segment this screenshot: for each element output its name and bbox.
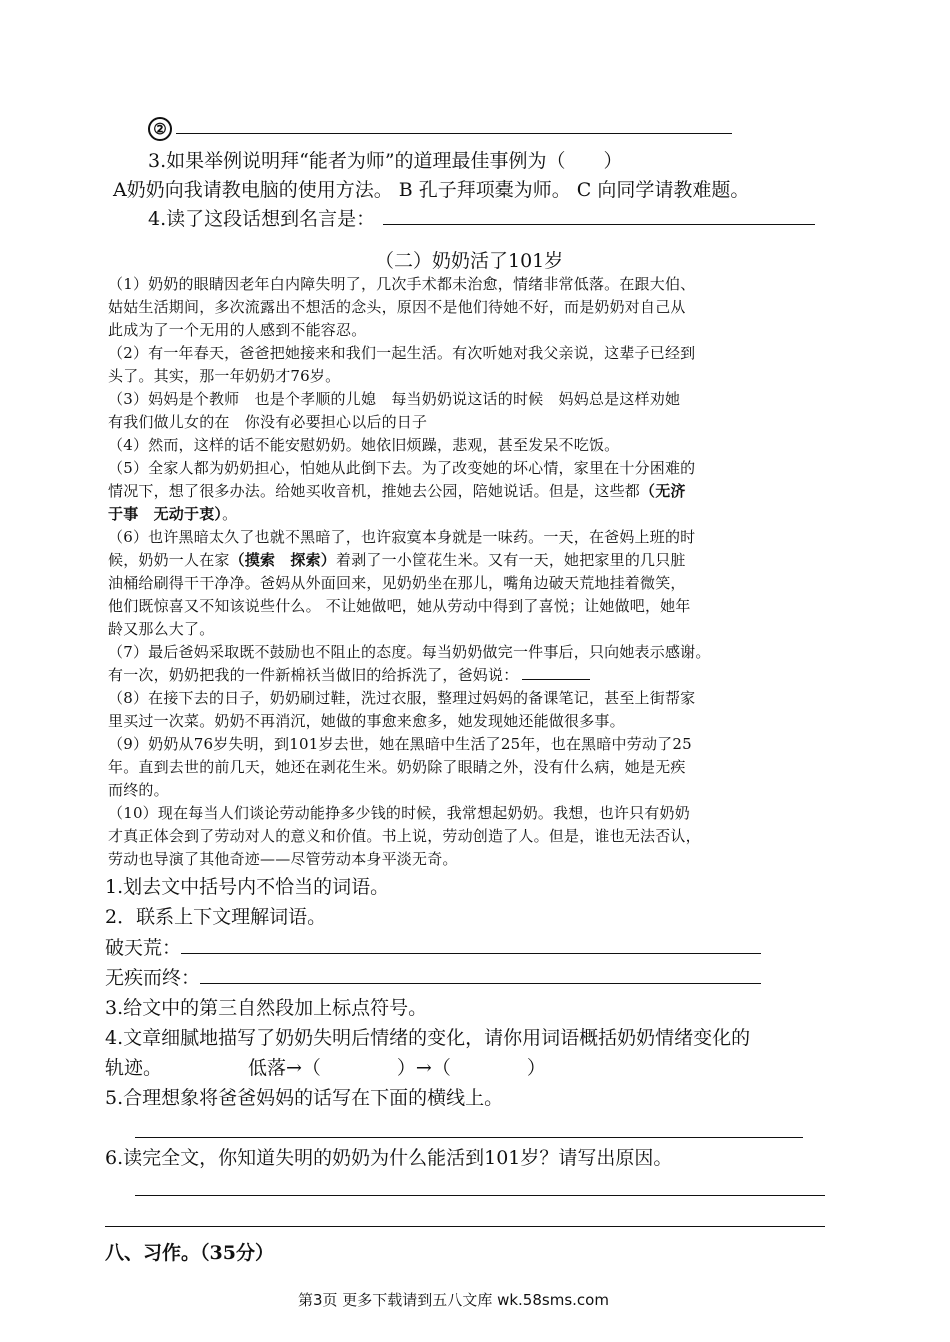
para-6-line-3: 油桶给刷得干干净净。爸妈从外面回来，见奶奶坐在那儿，嘴角边破天荒地挂着微笑，	[108, 574, 686, 592]
para-10-line-1: （10）现在每当人们谈论劳动能挣多少钱的时候，我常想起奶奶。我想，也许只有奶奶	[108, 804, 690, 822]
question-1: 1.划去文中括号内不恰当的词语。	[105, 876, 390, 898]
para-5-line-3	[108, 503, 237, 524]
para-4-line-1: （4）然而，这样的话不能安慰奶奶。她依旧烦躁，悲观，甚至发呆不吃饭。	[108, 436, 620, 454]
word-2-blank[interactable]	[200, 983, 761, 984]
question-3-options: A奶奶向我请教电脑的使用方法。 B 孔子拜项橐为师。 C 向同学请教难题。	[113, 179, 750, 201]
word-choice-2[interactable]: （摸索 探索）	[229, 551, 337, 569]
para-5-line-1: （5）全家人都为奶奶担心，怕她从此倒下去。为了改变她的坏心情，家里在十分困难的	[108, 459, 696, 477]
emotion-track[interactable]: 低落→（ ）→（ ）	[248, 1057, 546, 1079]
para-7-text: 有一次，奶奶把我的一件新棉袄当做旧的给拆洗了，爸妈说：	[108, 666, 519, 684]
para-2-line-1: （2）有一年春天，爸爸把她接来和我们一起生活。有次听她对我父亲说，这辈子已经到	[108, 344, 696, 362]
word-choice-1a[interactable]: （无济	[640, 482, 686, 500]
question-4-label: 4.读了这段话想到名言是：	[148, 208, 376, 230]
section-8-heading: 八、习作。（35分）	[105, 1242, 274, 1264]
para-7-line-1: （7）最后爸妈采取既不鼓励也不阻止的态度。每当奶奶做完一件事后，只向她表示感谢。	[108, 643, 711, 661]
para-6-line-4: 他们既惊喜又不知该说些什么。 不让她做吧，她从劳动中得到了喜悦；让她做吧，她年	[108, 597, 691, 615]
question-2-word-1	[105, 933, 761, 960]
para-6-text-a: 候，奶奶一人在家	[108, 551, 230, 569]
para-6-line-2	[108, 549, 686, 570]
question-4-top	[148, 204, 815, 231]
question-3: 3.给文中的第三自然段加上标点符号。	[105, 997, 428, 1019]
question-3-top: 3.如果举例说明拜“能者为师”的道理最佳事例为（ ）	[148, 150, 623, 172]
word-1-label: 破天荒：	[105, 937, 182, 959]
item-2-marker: ②	[148, 117, 172, 141]
para-9-line-1: （9）奶奶从76岁失明，到101岁去世，她在黑暗中生活了25年，也在黑暗中劳动了25	[108, 735, 692, 753]
word-2-label: 无疾而终：	[105, 967, 201, 989]
para-3-line-2: 有我们做儿女的在 你没有必要担心以后的日子	[108, 413, 428, 431]
para-9-line-2: 年。直到去世的前几天，她还在剥花生米。奶奶除了眼睛之外，没有什么病，她是无疾	[108, 758, 686, 776]
para-8-line-2: 里买过一次菜。奶奶不再消沉，她做的事愈来愈多，她发现她还能做很多事。	[108, 712, 625, 730]
word-choice-1b[interactable]: 于事 无动于衷）	[108, 505, 223, 523]
blank-line[interactable]	[176, 133, 732, 134]
question-6-blank-1[interactable]	[135, 1195, 825, 1196]
question-6: 6.读完全文，你知道失明的奶奶为什么能活到101岁？请写出原因。	[105, 1147, 673, 1169]
para-3-line-1: （3）妈妈是个教师 也是个孝顺的儿媳 每当奶奶说这话的时候 妈妈总是这样劝她	[108, 390, 681, 408]
answer-line-2	[148, 117, 732, 141]
para-6-text-b: 着剥了一小筐花生米。又有一天，她把家里的几只脏	[336, 551, 686, 569]
passage-title: （二）奶奶活了101岁	[375, 250, 564, 272]
question-5: 5.合理想象将爸爸妈妈的话写在下面的横线上。	[105, 1087, 504, 1109]
para-1-line-1: （1）奶奶的眼睛因老年白内障失明了，几次手术都未治愈，情绪非常低落。在跟大伯、	[108, 275, 696, 293]
para-10-line-2: 才真正体会到了劳动对人的意义和价值。书上说，劳动创造了人。但是，谁也无法否认，	[108, 827, 701, 845]
question-4-label: 轨迹。	[105, 1057, 163, 1079]
para-6-line-1: （6）也许黑暗太久了也就不黑暗了，也许寂寞本身就是一味药。一天，在爸妈上班的时	[108, 528, 696, 546]
para-2-line-2: 头了。其实，那一年奶奶才76岁。	[108, 367, 341, 385]
question-4-line-1: 4.文章细腻地描写了奶奶失明后情绪的变化，请你用词语概括奶奶情绪变化的	[105, 1027, 751, 1049]
para-1-line-2: 姑姑生活期间，多次流露出不想活的念头，原因不是他们待她不好，而是奶奶对自己从	[108, 298, 686, 316]
question-5-blank[interactable]	[135, 1137, 803, 1138]
para-8-line-1: （8）在接下去的日子，奶奶刷过鞋，洗过衣服，整理过妈妈的备课笔记，甚至上街帮家	[108, 689, 696, 707]
question-2-word-2	[105, 963, 761, 990]
para-1-line-3: 此成为了一个无用的人感到不能容忍。	[108, 321, 367, 339]
question-2: 2．联系上下文理解词语。	[105, 906, 327, 928]
para-5-end: 。	[222, 505, 238, 523]
para-5-text: 情况下，想了很多办法。给她买收音机，推她去公园，陪她说话。但是，这些都	[108, 482, 641, 500]
quote-blank[interactable]	[383, 224, 815, 225]
para-9-line-3: 而终的。	[108, 781, 169, 799]
para-5-line-2	[108, 480, 686, 501]
para-10-line-3: 劳动也导演了其他奇迹——尽管劳动本身平淡无奇。	[108, 850, 458, 868]
question-4-line-2	[105, 1053, 546, 1080]
question-6-blank-2[interactable]	[105, 1226, 825, 1227]
parents-words-blank[interactable]	[522, 679, 590, 680]
para-6-line-5: 龄又那么大了。	[108, 620, 215, 638]
word-1-blank[interactable]	[181, 953, 761, 954]
page-footer: 第3页 更多下载请到五八文库 wk.58sms.com	[298, 1291, 609, 1309]
para-7-line-2	[108, 664, 590, 685]
